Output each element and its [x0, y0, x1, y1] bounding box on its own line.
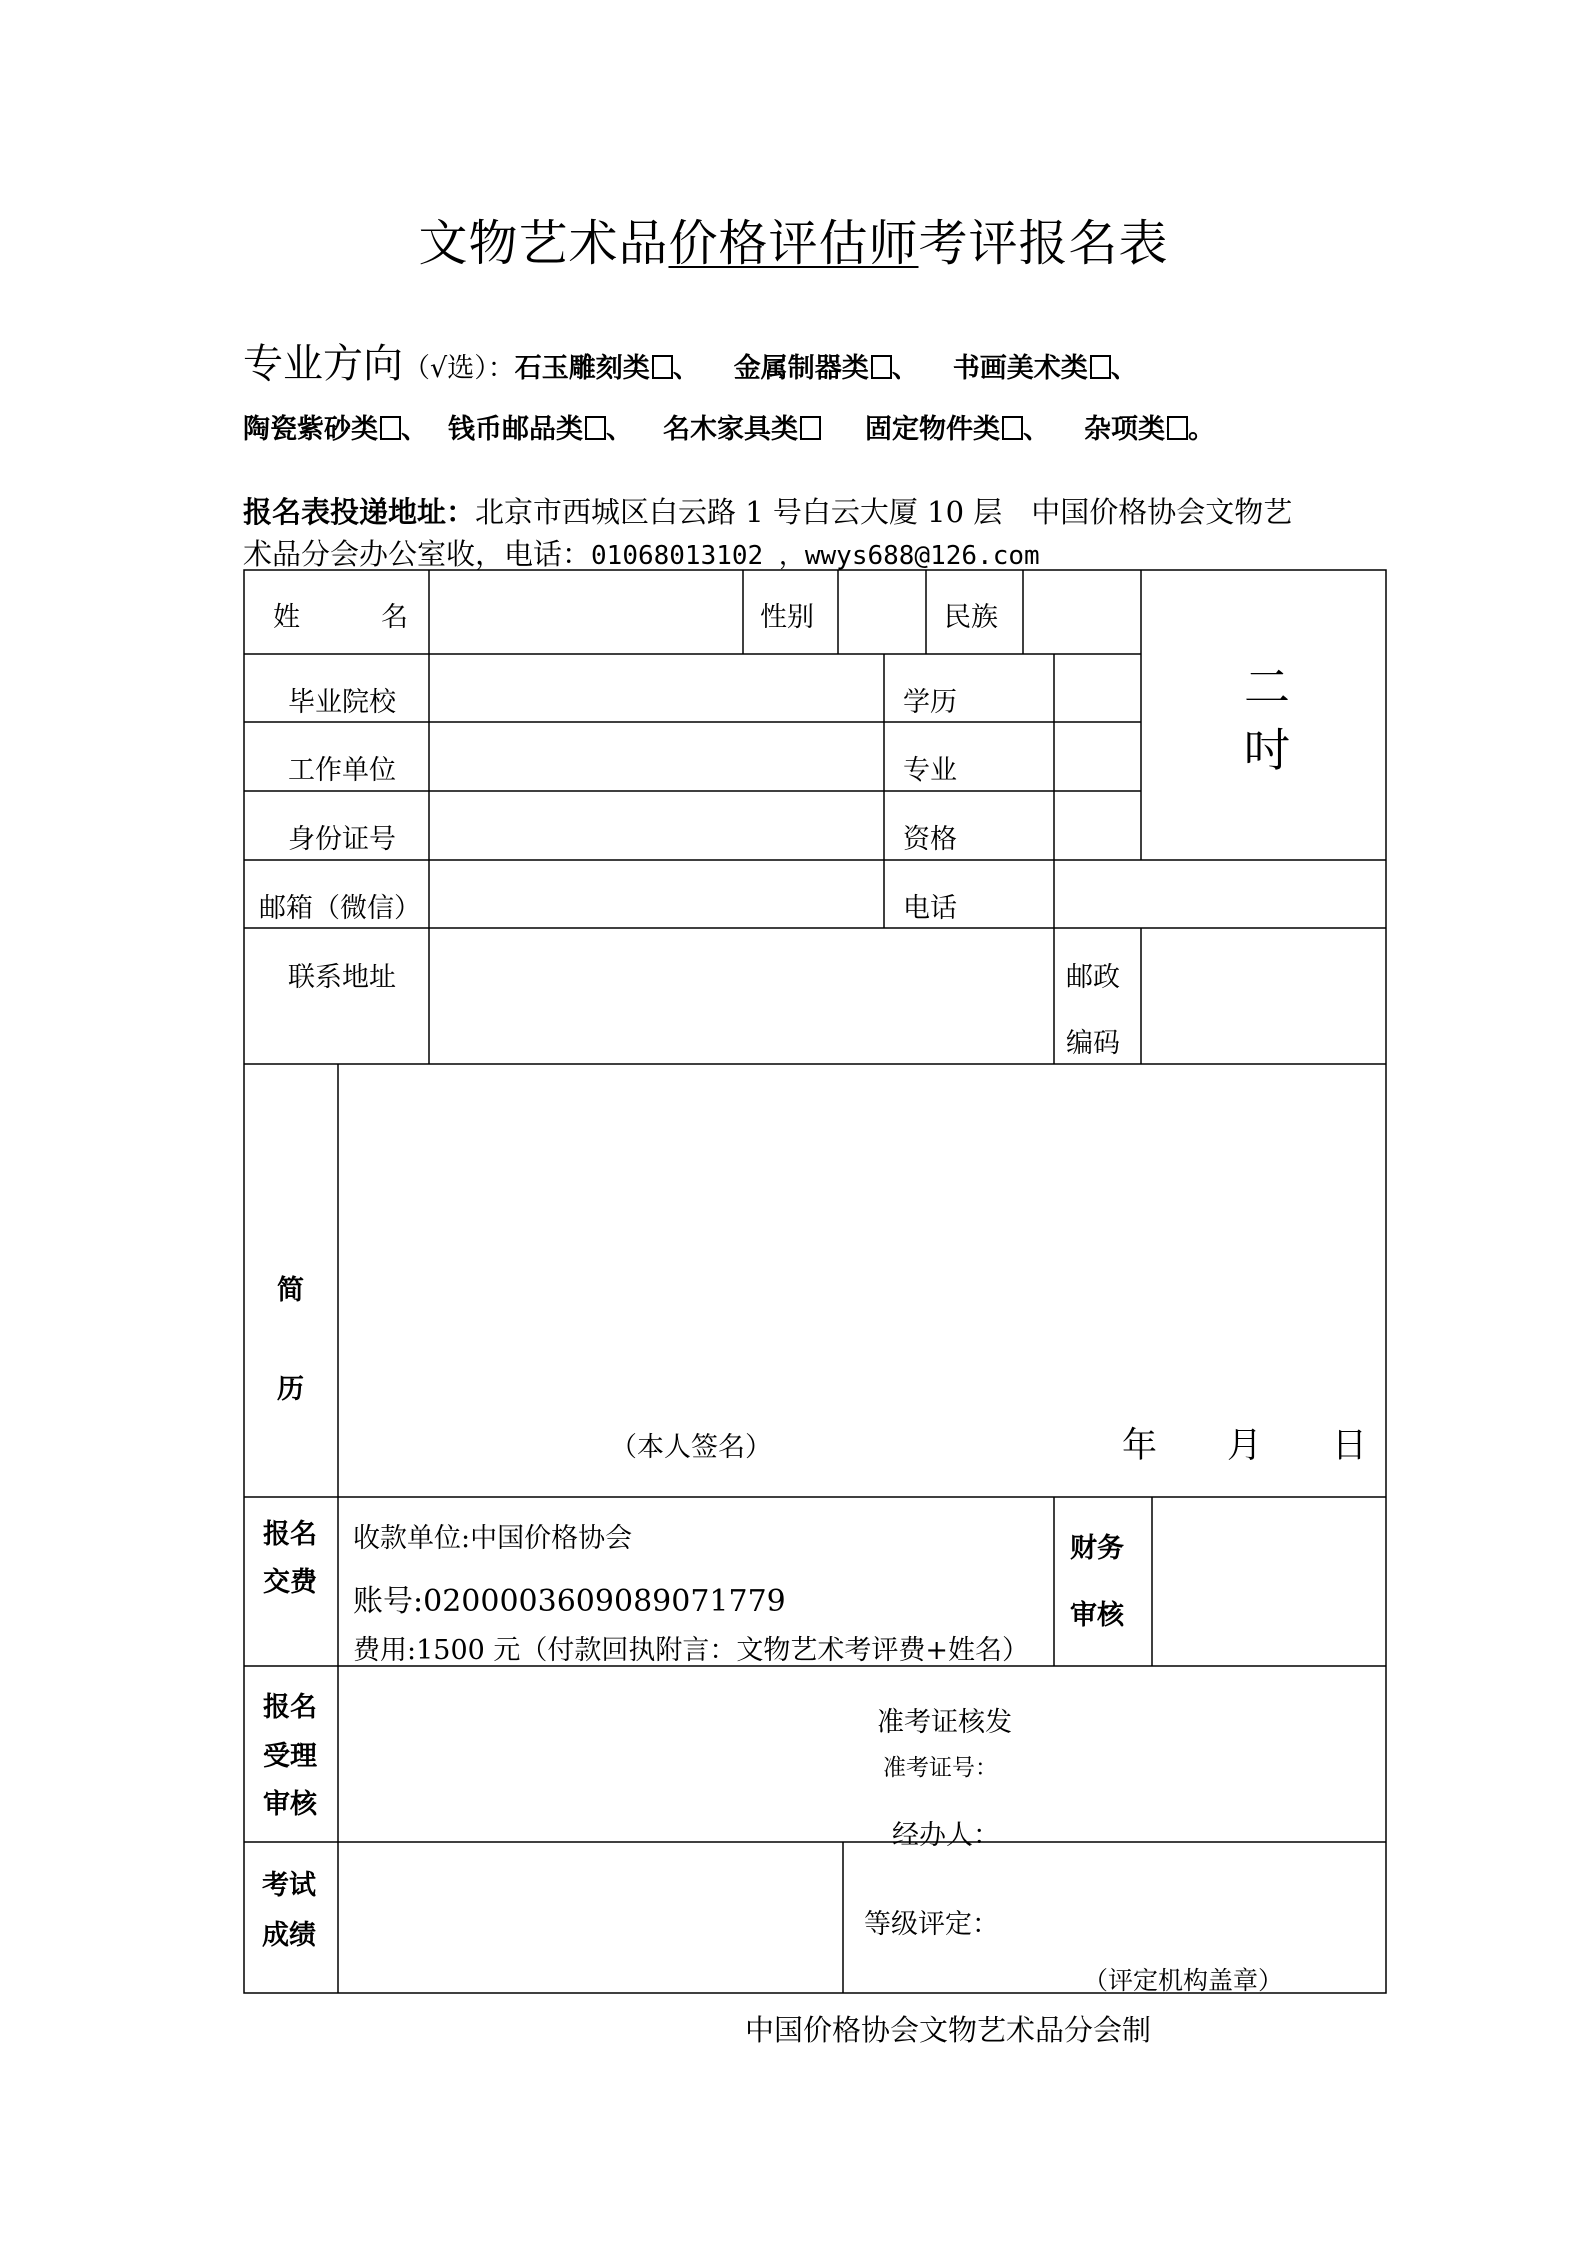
phone-email: 01068013102 ，wwys688@126.com: [591, 541, 1040, 571]
footer-issuer: 中国价格协会文物艺术品分会制: [745, 2013, 1152, 2047]
option-painting[interactable]: 书画美术类: [953, 353, 1111, 384]
photo-size-line-1: 二: [1244, 660, 1290, 714]
postal-label-1: 邮政: [1066, 962, 1120, 993]
submit-address: 北京市西城区白云路 1 号白云大厦 10 层 中国价格协会文物艺: [475, 495, 1293, 529]
ethnicity-field[interactable]: [1024, 571, 1140, 653]
photo-size-line-2: 吋: [1244, 723, 1290, 777]
option-fixed-objects[interactable]: 固定物件类: [865, 414, 1023, 445]
option-misc[interactable]: 杂项类: [1084, 414, 1188, 445]
school-field[interactable]: [430, 655, 883, 721]
resume-label-1: 简: [277, 1275, 304, 1306]
fee-label-1: 报名: [263, 1519, 317, 1550]
direction-line-2: 陶瓷紫砂类 、 钱币邮品类 、 名木家具类 固定物件类 、 杂项类 。: [243, 414, 1215, 445]
option-ceramics[interactable]: 陶瓷紫砂类: [243, 414, 401, 445]
payee: 收款单位:中国价格协会: [353, 1523, 633, 1554]
option-coins-stamps[interactable]: 钱币邮品类: [448, 414, 606, 445]
signature-label: （本人签名）: [610, 1432, 772, 1463]
ticket-issue: 准考证核发: [877, 1707, 1012, 1738]
accept-label-2: 受理: [263, 1741, 317, 1772]
submit-label: 报名表投递地址：: [243, 495, 476, 529]
gender-label: 性别: [760, 602, 814, 633]
score-label-1: 考试: [262, 1870, 316, 1901]
finance-review-field[interactable]: [1153, 1498, 1385, 1665]
accept-label-1: 报名: [263, 1692, 317, 1723]
employer-field[interactable]: [430, 723, 883, 790]
title-post: 考评报名表: [918, 215, 1169, 272]
fee-label-2: 交费: [263, 1567, 317, 1598]
seal-label: （评定机构盖章）: [1083, 1966, 1284, 1995]
qualification-field[interactable]: [1055, 792, 1140, 859]
id-field[interactable]: [430, 792, 883, 859]
email-label: 邮箱（微信）: [259, 893, 421, 924]
direction-label: 专业方向: [243, 341, 403, 387]
handler-label: 经办人：: [892, 1820, 1000, 1851]
education-label: 学历: [903, 687, 957, 718]
account-number: 账号:0200003609089071779: [353, 1584, 786, 1619]
employer-label: 工作单位: [288, 755, 396, 786]
submit-address-cont: 术品分会办公室收，电话：: [243, 537, 592, 571]
gender-field[interactable]: [839, 571, 925, 653]
name-label: 姓 名: [273, 602, 408, 633]
score-label-2: 成绩: [262, 1920, 316, 1951]
option-metal[interactable]: 金属制器类: [734, 353, 892, 384]
option-furniture[interactable]: 名木家具类: [663, 414, 821, 445]
option-stone-jade[interactable]: 石玉雕刻类: [515, 353, 673, 384]
phone-label: 电话: [903, 893, 957, 924]
score-field[interactable]: [339, 1843, 842, 1992]
address-field[interactable]: [430, 929, 1053, 1063]
major-field[interactable]: [1055, 723, 1140, 790]
title-pre: 文物艺术品: [418, 215, 669, 272]
email-field[interactable]: [430, 861, 883, 927]
ethnicity-label: 民族: [944, 602, 998, 633]
resume-field[interactable]: [339, 1065, 1385, 1395]
direction-hint: （√选）：: [403, 353, 515, 384]
postal-label-2: 编码: [1066, 1028, 1120, 1059]
id-label: 身份证号: [288, 824, 396, 855]
accept-label-3: 审核: [263, 1789, 317, 1820]
school-label: 毕业院校: [288, 687, 396, 718]
title-underlined: 价格评估师: [668, 215, 919, 272]
qualification-label: 资格: [903, 824, 957, 855]
education-field[interactable]: [1055, 655, 1140, 721]
address-label: 联系地址: [288, 962, 396, 993]
ticket-number-label: 准考证号：: [883, 1755, 998, 1781]
finance-label-1: 财务: [1070, 1533, 1124, 1564]
direction-line-1: 专业方向（√选）：石玉雕刻类 、 金属制器类 、 书画美术类 、: [243, 341, 1138, 387]
major-label: 专业: [903, 755, 957, 786]
resume-label-2: 历: [277, 1374, 304, 1405]
fee-amount: 费用:1500 元（付款回执附言：文物艺术考评费+姓名）: [353, 1635, 1030, 1666]
grade-label: 等级评定：: [864, 1909, 999, 1940]
date-label: 年 月 日: [1122, 1426, 1368, 1466]
phone-field[interactable]: [1055, 861, 1385, 927]
postal-code-field[interactable]: [1142, 929, 1385, 1063]
name-field[interactable]: [430, 571, 742, 653]
finance-label-2: 审核: [1070, 1600, 1124, 1631]
